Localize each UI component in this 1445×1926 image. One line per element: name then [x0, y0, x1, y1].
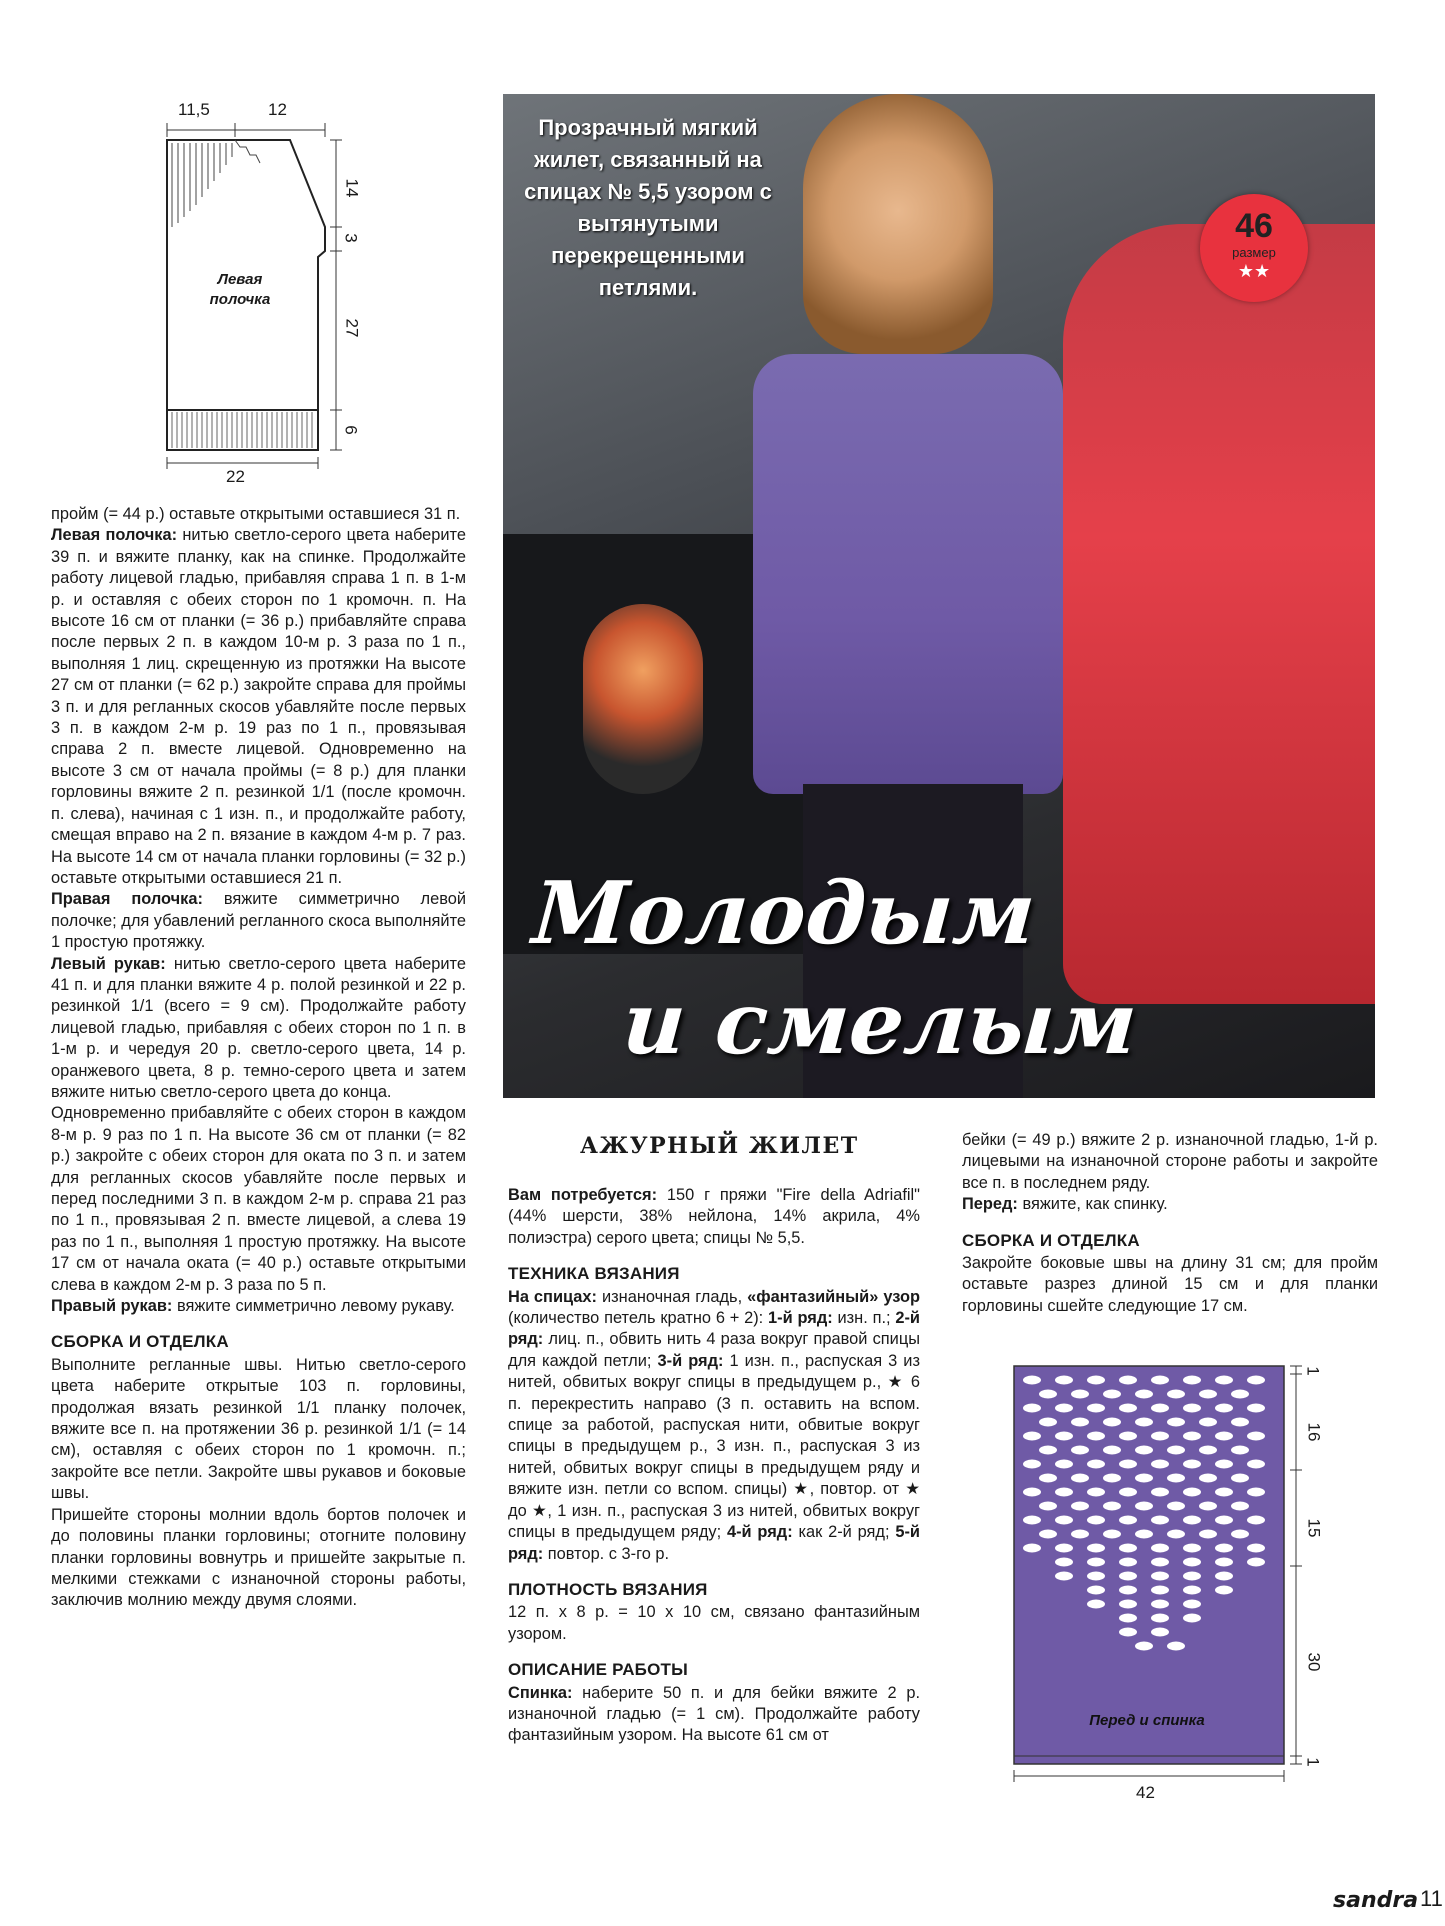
pattern-hole [1231, 1474, 1249, 1483]
badge-label: размер [1232, 245, 1276, 260]
pattern-hole [1151, 1544, 1169, 1553]
pattern-hole [1247, 1544, 1265, 1553]
pattern-hole [1135, 1390, 1153, 1399]
pattern-hole [1215, 1586, 1233, 1595]
headline-line-1: Молодым [529, 863, 1039, 964]
pattern-hole [1103, 1418, 1121, 1427]
pattern-hole [1055, 1376, 1073, 1385]
vest-shape [753, 354, 1063, 794]
assembly-heading-left: СБОРКА И ОТДЕЛКА [51, 1332, 229, 1352]
pattern-hole [1247, 1432, 1265, 1441]
pattern-hole [1103, 1446, 1121, 1455]
pattern-hole [1231, 1418, 1249, 1427]
badge-number: 46 [1235, 207, 1273, 245]
pattern-hole [1247, 1460, 1265, 1469]
pattern-hole [1183, 1516, 1201, 1525]
dim-front-width: 42 [1136, 1783, 1155, 1802]
pattern-hole [1183, 1558, 1201, 1567]
magazine-logo: sandra [1333, 1888, 1419, 1913]
woman-head-shape [803, 94, 993, 354]
pattern-hole [1103, 1390, 1121, 1399]
middle-column [508, 1185, 920, 1747]
diagram-label: Левая полочка [209, 271, 271, 308]
pattern-hole [1183, 1376, 1201, 1385]
pattern-hole [1215, 1558, 1233, 1567]
pattern-hole [1183, 1586, 1201, 1595]
pattern-hole [1199, 1474, 1217, 1483]
para-right-sleeve: Правый рукав: вяжите симметрично левому рукаву. [51, 1297, 455, 1316]
pattern-hole [1151, 1432, 1169, 1441]
pattern-hole [1135, 1502, 1153, 1511]
pattern-hole [1119, 1600, 1137, 1609]
pattern-hole [1151, 1600, 1169, 1609]
density-heading: ПЛОТНОСТЬ ВЯЗАНИЯ [508, 1579, 708, 1599]
description: Спинка: наберите 50 п. и для бейки вяжите 2 р. изнаночной гладью (= 1 см). Продолжайте работу фантазийным узором. На высоте 61 см от [508, 1683, 920, 1745]
pattern-hole [1087, 1488, 1105, 1497]
pattern-hole [1055, 1404, 1073, 1413]
pattern-hole [1167, 1530, 1185, 1539]
pattern-hole [1183, 1432, 1201, 1441]
headlight-shape [583, 604, 703, 794]
pattern-hole [1199, 1502, 1217, 1511]
pattern-hole [1119, 1628, 1137, 1637]
pattern-hole [1103, 1474, 1121, 1483]
pattern-hole [1231, 1502, 1249, 1511]
description-heading: ОПИСАНИЕ РАБОТЫ [508, 1660, 688, 1680]
dim-bottom: 22 [226, 467, 245, 486]
pattern-hole [1023, 1432, 1041, 1441]
pattern-hole [1055, 1572, 1073, 1581]
pattern-hole [1135, 1642, 1153, 1651]
page-number: 11 [1420, 1886, 1443, 1911]
dim-front-top: 1 [1303, 1366, 1323, 1376]
density: 12 п. х 8 р. = 10 х 10 см, связано фантазийным узором. [508, 1603, 920, 1643]
pattern-hole [1039, 1474, 1057, 1483]
pattern-hole [1087, 1516, 1105, 1525]
pattern-hole [1167, 1502, 1185, 1511]
pattern-hole [1087, 1600, 1105, 1609]
pattern-hole [1151, 1572, 1169, 1581]
pattern-hole [1055, 1432, 1073, 1441]
pattern-hole [1119, 1586, 1137, 1595]
pattern-hole [1167, 1418, 1185, 1427]
pattern-hole [1231, 1390, 1249, 1399]
pattern-hole [1119, 1516, 1137, 1525]
pattern-hole [1039, 1418, 1057, 1427]
pattern-hole [1151, 1614, 1169, 1623]
pattern-hole [1055, 1544, 1073, 1553]
dim-front-30: 30 [1304, 1652, 1324, 1672]
technique: На спицах: изнаночная гладь, «фантазийный» узор (количество петель кратно 6 + 2): 1-й ряд: изн. п.; 2-й ряд: лиц. п., обвить нить 4 раза вокруг правой спицы для каждой петли; 3-й ряд: 1 изн. п., распуская 3 из нитей, обвитых вокруг спицы в предыдущем р., ★ 6 п. перекрестить направо (3 п. оставить на вспом. спице за работой, распуская нити, обвитые вокруг спицы в предыдущем р., 3 изн. п., распуская 3 из нитей, обвитых вокруг спицы в предыдущем ряду и вяжите изн. петли со вспом. спицы) ★, повтор. от ★ до ★, 1 изн. п., распуская 3 из нитей, обвитых вокруг спицы в предыдущем ряду; 4-й ряд: как 2-й ряд; 5-й ряд: повтор. с 3-го р. [508, 1287, 921, 1563]
pattern-hole [1055, 1488, 1073, 1497]
materials: Вам потребуется: 150 г пряжи "Fire della Adriafil" (44% шерсти, 38% нейлона, 14% акрила, 4% полиэстра) серого цвета; спицы № 5,5. [508, 1186, 920, 1247]
pattern-hole [1023, 1404, 1041, 1413]
pattern-hole [1183, 1600, 1201, 1609]
pattern-hole [1247, 1488, 1265, 1497]
pattern-hole [1023, 1544, 1041, 1553]
para-right-front: Правая полочка: вяжите симметрично левой полочке; для убавлений регланного скоса выполняйте 1 простую протяжку. [51, 890, 467, 952]
article-title: АЖУРНЫЙ ЖИЛЕТ [580, 1133, 859, 1159]
pattern-hole [1119, 1544, 1137, 1553]
pattern-hole [1039, 1502, 1057, 1511]
front-back-label: Перед и спинка [1089, 1712, 1205, 1729]
pattern-hole [1119, 1432, 1137, 1441]
pattern-hole [1247, 1516, 1265, 1525]
pattern-hole [1135, 1418, 1153, 1427]
assembly-heading-right: СБОРКА И ОТДЕЛКА [962, 1230, 1140, 1250]
pattern-hole [1023, 1516, 1041, 1525]
pattern-hole [1087, 1586, 1105, 1595]
pattern-hole [1055, 1460, 1073, 1469]
pattern-hole [1071, 1390, 1089, 1399]
pattern-hole [1247, 1404, 1265, 1413]
pattern-hole [1087, 1544, 1105, 1553]
front-back-schematic [1000, 1360, 1350, 1800]
pattern-hole [1151, 1628, 1169, 1637]
pattern-hole [1151, 1488, 1169, 1497]
pattern-hole [1199, 1390, 1217, 1399]
para-left-sleeve: Левый рукав: нитью светло-серого цвета наберите 41 п. и для планки вяжите 4 р. полой резинкой и 22 р. резинкой 1/1 (всего = 9 см). Продолжайте работу лицевой гладью, прибавляя с обеих сторон по 1 п. в 1-м р. и чередуя 20 р. светло-серого цвета, 14 р. оранжевого цвета, 8 р. темно-серого цвета и затем вяжите нитью светло-серого цвета до конца. [51, 954, 466, 1101]
pattern-hole [1183, 1488, 1201, 1497]
pattern-hole [1151, 1460, 1169, 1469]
pattern-hole [1247, 1558, 1265, 1567]
para-left-sleeve-2: Одновременно прибавляйте с обеих сторон в каждом 8-м р. 9 раз по 1 п. На высоте 36 см от планки (= 82 р.) закройте с обеих сторон для оката по 3 п. и затем для регланных скосов убавляйте после первых и перед последними 3 п. в каждом 2-м р. справа 21 раз по 1 п., провязывая 2 п. вместе лицевой, а слева 19 раз по 1 п., выполняя 1 простую протяжку. На высоте 17 см от начала оката (= 40 р.) оставьте открытыми слева в каждом 2-м р. 3 раза по 5 п. [51, 1104, 466, 1294]
pattern-hole [1215, 1404, 1233, 1413]
hero-photo [503, 94, 1375, 1098]
pattern-hole [1039, 1390, 1057, 1399]
pattern-hole [1087, 1404, 1105, 1413]
pattern-hole [1071, 1502, 1089, 1511]
pattern-hole [1055, 1516, 1073, 1525]
dim-top-left: 11,5 [178, 100, 210, 119]
red-car-shape [1063, 224, 1375, 1004]
pattern-hole [1071, 1474, 1089, 1483]
pattern-hole [1183, 1460, 1201, 1469]
pattern-hole [1183, 1404, 1201, 1413]
para-assembly-2: Пришейте стороны молнии вдоль бортов полочек и до половины планки горловины; отогните половину планки горловины вовнутрь и пришейте закрытые п. мелкими стежками с изнаночной стороны работы, заключив молнию между двумя слоями. [51, 1505, 466, 1610]
pattern-hole [1215, 1544, 1233, 1553]
pattern-hole [1087, 1432, 1105, 1441]
pattern-hole [1119, 1460, 1137, 1469]
dim-3: 3 [341, 233, 361, 243]
pattern-hole [1151, 1516, 1169, 1525]
para-assembly-1: Выполните регланные швы. Нитью светло-серого цвета наберите открытые 103 п. горловины, продолжая вязать резинкой 1/1 планку полочек, вяжите все п. на протяжении 36 р. резинкой 1/1 (= 14 см), оставляя с обеих сторон по 1 кромочн. п.; закройте все петли. Закройте швы рукавов и боковые швы. [51, 1355, 466, 1503]
dim-27: 27 [342, 318, 362, 338]
intro-text: Прозрачный мягкий жилет, связанный на спицах № 5,5 узором с вытянутыми перекрещенными петлями. [524, 115, 772, 300]
pattern-hole [1087, 1376, 1105, 1385]
pattern-hole [1119, 1488, 1137, 1497]
pattern-hole [1167, 1390, 1185, 1399]
pattern-hole [1119, 1614, 1137, 1623]
pattern-hole [1119, 1376, 1137, 1385]
assembly-right: Закройте боковые швы на длину 31 см; для пройм оставьте разрез длиной 15 см и для планки горловины сшейте следующие 17 см. [962, 1254, 1378, 1315]
pattern-hole [1103, 1502, 1121, 1511]
pattern-hole [1167, 1446, 1185, 1455]
pattern-hole [1215, 1460, 1233, 1469]
dim-front-16: 16 [1304, 1422, 1324, 1442]
right-column [962, 1130, 1378, 1317]
pattern-hole [1215, 1488, 1233, 1497]
badge-stars: ★★ [1237, 261, 1271, 281]
pattern-hole [1151, 1586, 1169, 1595]
para-1: пройм (= 44 р.) оставьте открытыми оставшиеся 31 п. [51, 505, 461, 523]
pattern-hole [1071, 1418, 1089, 1427]
para-left-front: Левая полочка: нитью светло-серого цвета наберите 39 п. и вяжите планку, как на спинке. Продолжайте работу лицевой гладью, прибавляя справа 1 п. в 1-м р. и оставляя с обеих сторон по 1 кромочн. п. На высоте 16 см от планки (= 36 р.) прибавляйте справа после первых 2 п. в каждом 10-м р. 3 раза по 1 п., выполняя 1 лиц. скрещенную из протяжки На высоте 27 см от планки (= 62 р.) закройте справа для проймы 3 п. и для регланных скосов убавляйте после первых 3 п. в каждом 2-м р. 19 раз по 1 п., провязывая справа 2 п. вместе лицевой. Одновременно на высоте 3 см от начала проймы (= 8 р.) для планки горловины вяжите 2 п. резинкой 1/1 (после кромочн. п. слева), начиная с 1 изн. п., и продолжайте работу, смещая вправо на 2 п. вязание в каждом 4-м р. 7 раз. На высоте 14 см от начала планки горловины (= 32 р.) оставьте открытыми оставшиеся 21 п. [51, 526, 466, 887]
pattern-hole [1183, 1572, 1201, 1581]
pattern-hole [1119, 1404, 1137, 1413]
pattern-hole [1103, 1530, 1121, 1539]
pattern-hole [1039, 1530, 1057, 1539]
pattern-hole [1167, 1474, 1185, 1483]
pattern-hole [1231, 1446, 1249, 1455]
pattern-hole [1119, 1572, 1137, 1581]
pattern-hole [1023, 1488, 1041, 1497]
pattern-hole [1231, 1530, 1249, 1539]
pattern-hole [1215, 1572, 1233, 1581]
pattern-hole [1215, 1376, 1233, 1385]
pattern-hole [1023, 1460, 1041, 1469]
dim-14: 14 [342, 178, 362, 198]
pattern-hole [1055, 1558, 1073, 1567]
pattern-hole [1023, 1376, 1041, 1385]
pattern-hole [1167, 1642, 1185, 1651]
pattern-hole [1151, 1404, 1169, 1413]
dim-6: 6 [341, 425, 361, 435]
pattern-hole [1183, 1544, 1201, 1553]
back-continued: бейки (= 49 р.) вяжите 2 р. изнаночной гладью, 1-й р. лицевыми на изнаночной стороне работы и закройте все п. в последнем ряду. [962, 1131, 1378, 1192]
pattern-hole [1247, 1376, 1265, 1385]
pattern-hole [1135, 1446, 1153, 1455]
left-column [51, 504, 466, 1612]
pattern-hole [1119, 1558, 1137, 1567]
pattern-hole [1039, 1446, 1057, 1455]
pattern-hole [1215, 1432, 1233, 1441]
pattern-hole [1071, 1446, 1089, 1455]
pattern-hole [1151, 1558, 1169, 1567]
pattern-hole [1135, 1474, 1153, 1483]
pattern-hole [1135, 1530, 1153, 1539]
pattern-hole [1199, 1446, 1217, 1455]
pattern-hole [1087, 1572, 1105, 1581]
pattern-hole [1183, 1614, 1201, 1623]
pattern-hole [1151, 1376, 1169, 1385]
dim-front-bottom: 1 [1303, 1757, 1323, 1767]
front-instructions: Перед: вяжите, как спинку. [962, 1195, 1168, 1214]
headline-line-2: и смелым [619, 973, 1141, 1074]
size-badge [1200, 194, 1308, 302]
pattern-hole [1199, 1530, 1217, 1539]
pattern-hole [1087, 1460, 1105, 1469]
technique-heading: ТЕХНИКА ВЯЗАНИЯ [508, 1264, 680, 1284]
pattern-hole [1215, 1516, 1233, 1525]
dim-top-right: 12 [268, 100, 287, 119]
dim-front-15: 15 [1304, 1518, 1324, 1538]
pattern-hole [1199, 1418, 1217, 1427]
pattern-hole [1087, 1558, 1105, 1567]
pattern-hole [1071, 1530, 1089, 1539]
